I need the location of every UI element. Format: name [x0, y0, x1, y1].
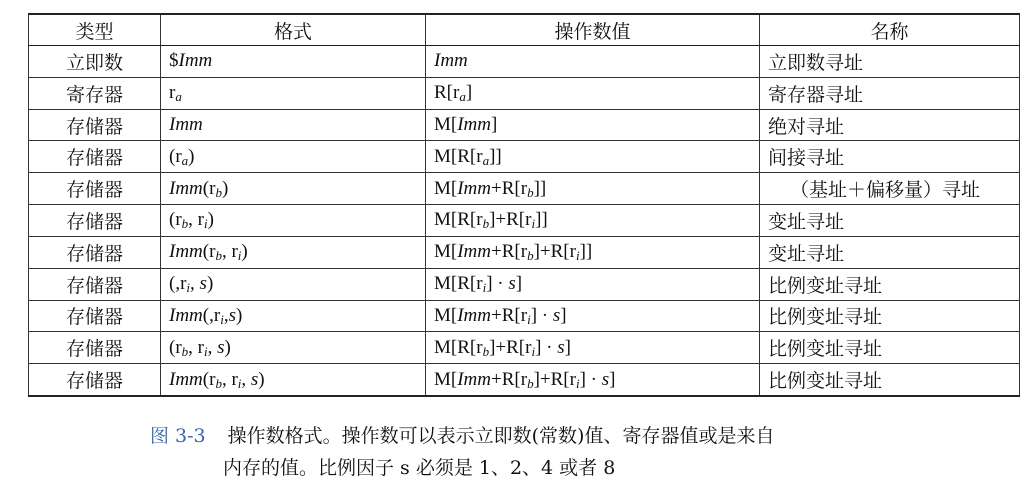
cell-format: $Imm(,r_i,s)$ — [161, 300, 426, 332]
cell-operand-value: $M[Imm+R[r_b]+R[r_i]]$ — [426, 236, 760, 268]
cell-name: 立即数寻址 — [760, 46, 1020, 78]
figure-caption — [150, 420, 1010, 484]
cell-name: 比例变址寻址 — [760, 364, 1020, 396]
cell-operand-value: $M[R[r_b]+R[r_i] \cdot s]$ — [426, 332, 760, 364]
cell-type: 存储器 — [29, 109, 161, 141]
header-operand-value: 操作数值 — [426, 14, 760, 46]
table-row — [29, 268, 1020, 300]
cell-type: 存储器 — [29, 141, 161, 173]
cell-name: 比例变址寻址 — [760, 300, 1020, 332]
cell-operand-value: $M[R[r_i] \cdot s]$ — [426, 268, 760, 300]
figure-label: 图 3-3 — [150, 425, 206, 447]
cell-operand-value: $R[r_a]$ — [426, 77, 760, 109]
header-format: 格式 — [161, 14, 426, 46]
cell-type: 存储器 — [29, 205, 161, 237]
cell-name: 变址寻址 — [760, 205, 1020, 237]
caption-line-2: 内存的值。比例因子 s 必须是 1、2、4 或者 8 — [223, 457, 616, 479]
table-row — [29, 332, 1020, 364]
table-header-row — [29, 14, 1020, 46]
cell-operand-value: $M[R[r_a]]$ — [426, 141, 760, 173]
table-body — [29, 46, 1020, 397]
cell-type: 存储器 — [29, 268, 161, 300]
cell-type: 寄存器 — [29, 77, 161, 109]
cell-format: ($,r_i$, s) — [161, 268, 426, 300]
cell-format: $Imm(r_b)$ — [161, 173, 426, 205]
table-row — [29, 141, 1020, 173]
cell-type: 存储器 — [29, 236, 161, 268]
table-row — [29, 109, 1020, 141]
cell-operand-value: $M[R[r_b]+R[r_i]]$ — [426, 205, 760, 237]
table-row — [29, 77, 1020, 109]
cell-type: 存储器 — [29, 173, 161, 205]
cell-format: $Imm — [161, 46, 426, 78]
cell-operand-value: Imm — [426, 46, 760, 78]
cell-type: 存储器 — [29, 332, 161, 364]
table-row — [29, 364, 1020, 396]
cell-type: 存储器 — [29, 364, 161, 396]
cell-name: 绝对寻址 — [760, 109, 1020, 141]
cell-name: 比例变址寻址 — [760, 268, 1020, 300]
cell-name: 比例变址寻址 — [760, 332, 1020, 364]
operand-format-table — [28, 13, 1020, 397]
cell-format: $Imm(r_b$, $r_i$, s) — [161, 364, 426, 396]
cell-operand-value: $M[Imm+R[r_i] \cdot s]$ — [426, 300, 760, 332]
cell-operand-value: $M[Imm+R[r_b]+R[r_i] \cdot s]$ — [426, 364, 760, 396]
table-row — [29, 300, 1020, 332]
cell-format: ($r_b$, $r_i$, s) — [161, 332, 426, 364]
table-row — [29, 205, 1020, 237]
cell-format: ($r_b$, $r_i$) — [161, 205, 426, 237]
cell-type: 立即数 — [29, 46, 161, 78]
cell-type: 存储器 — [29, 300, 161, 332]
cell-format: $r_a$ — [161, 77, 426, 109]
caption-line-1: 操作数格式。操作数可以表示立即数(常数)值、寄存器值或是来自 — [227, 425, 775, 447]
cell-format: Imm — [161, 109, 426, 141]
header-name: 名称 — [760, 14, 1020, 46]
header-type: 类型 — [29, 14, 161, 46]
cell-name: 间接寻址 — [760, 141, 1020, 173]
table-row — [29, 46, 1020, 78]
cell-name: 寄存器寻址 — [760, 77, 1020, 109]
table-row — [29, 236, 1020, 268]
cell-operand-value: M[Imm] — [426, 109, 760, 141]
cell-name: （基址＋偏移量）寻址 — [760, 173, 1020, 205]
cell-format: $Imm(r_b$, $r_i$) — [161, 236, 426, 268]
cell-format: $(r_a)$ — [161, 141, 426, 173]
cell-name: 变址寻址 — [760, 236, 1020, 268]
table-row — [29, 173, 1020, 205]
cell-operand-value: $M[Imm+R[r_b]]$ — [426, 173, 760, 205]
